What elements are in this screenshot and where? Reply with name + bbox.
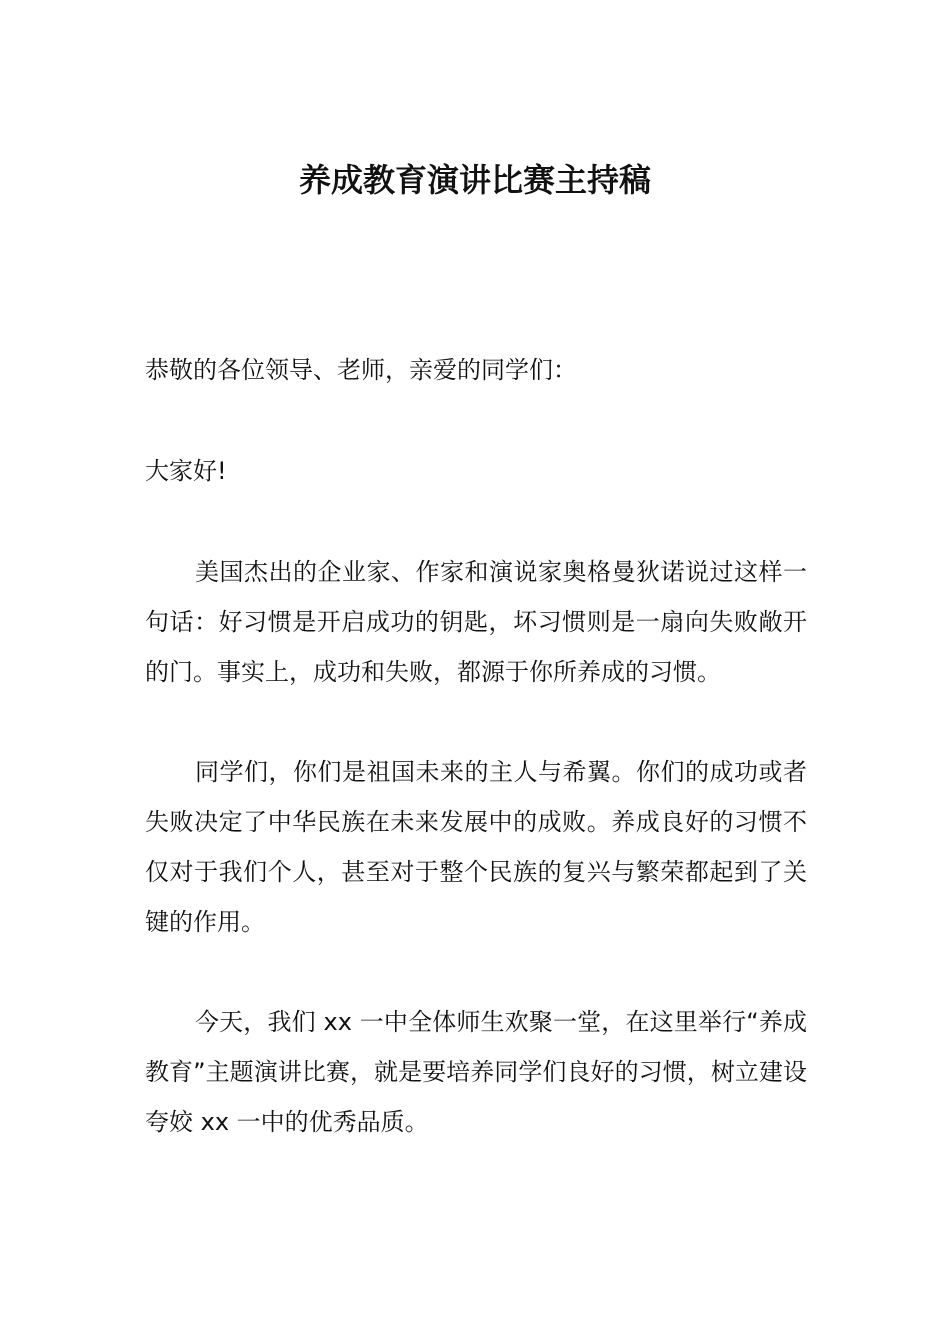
salutation-line: 恭敬的各位领导、老师，亲爱的同学们： [145,356,577,384]
document-body [145,345,807,1197]
body-paragraph-2: 同学们，你们是祖国未来的主人与希翼。你们的成功或者失败决定了中华民族在未来发展中的成败。养成良好的习惯不仅对于我们个人，甚至对于整个民族的复兴与繁荣都起到了关键的作用。 [145,758,807,936]
greeting-line: 大家好! [145,457,227,485]
body-paragraph-3: 今天，我们 xx 一中全体师生欢聚一堂，在这里举行“养成教育”主题演讲比赛，就是要培养同学们良好的习惯，树立建设夸姣 xx 一中的优秀品质。 [145,1008,807,1136]
body-paragraph-1: 美国杰出的企业家、作家和演说家奥格曼狄诺说过这样一句话：好习惯是开启成功的钥匙，坏习惯则是一扇向失败敞开的门。事实上，成功和失败，都源于你所养成的习惯。 [145,558,807,686]
document-title: 养成教育演讲比赛主持稿 [298,161,651,199]
